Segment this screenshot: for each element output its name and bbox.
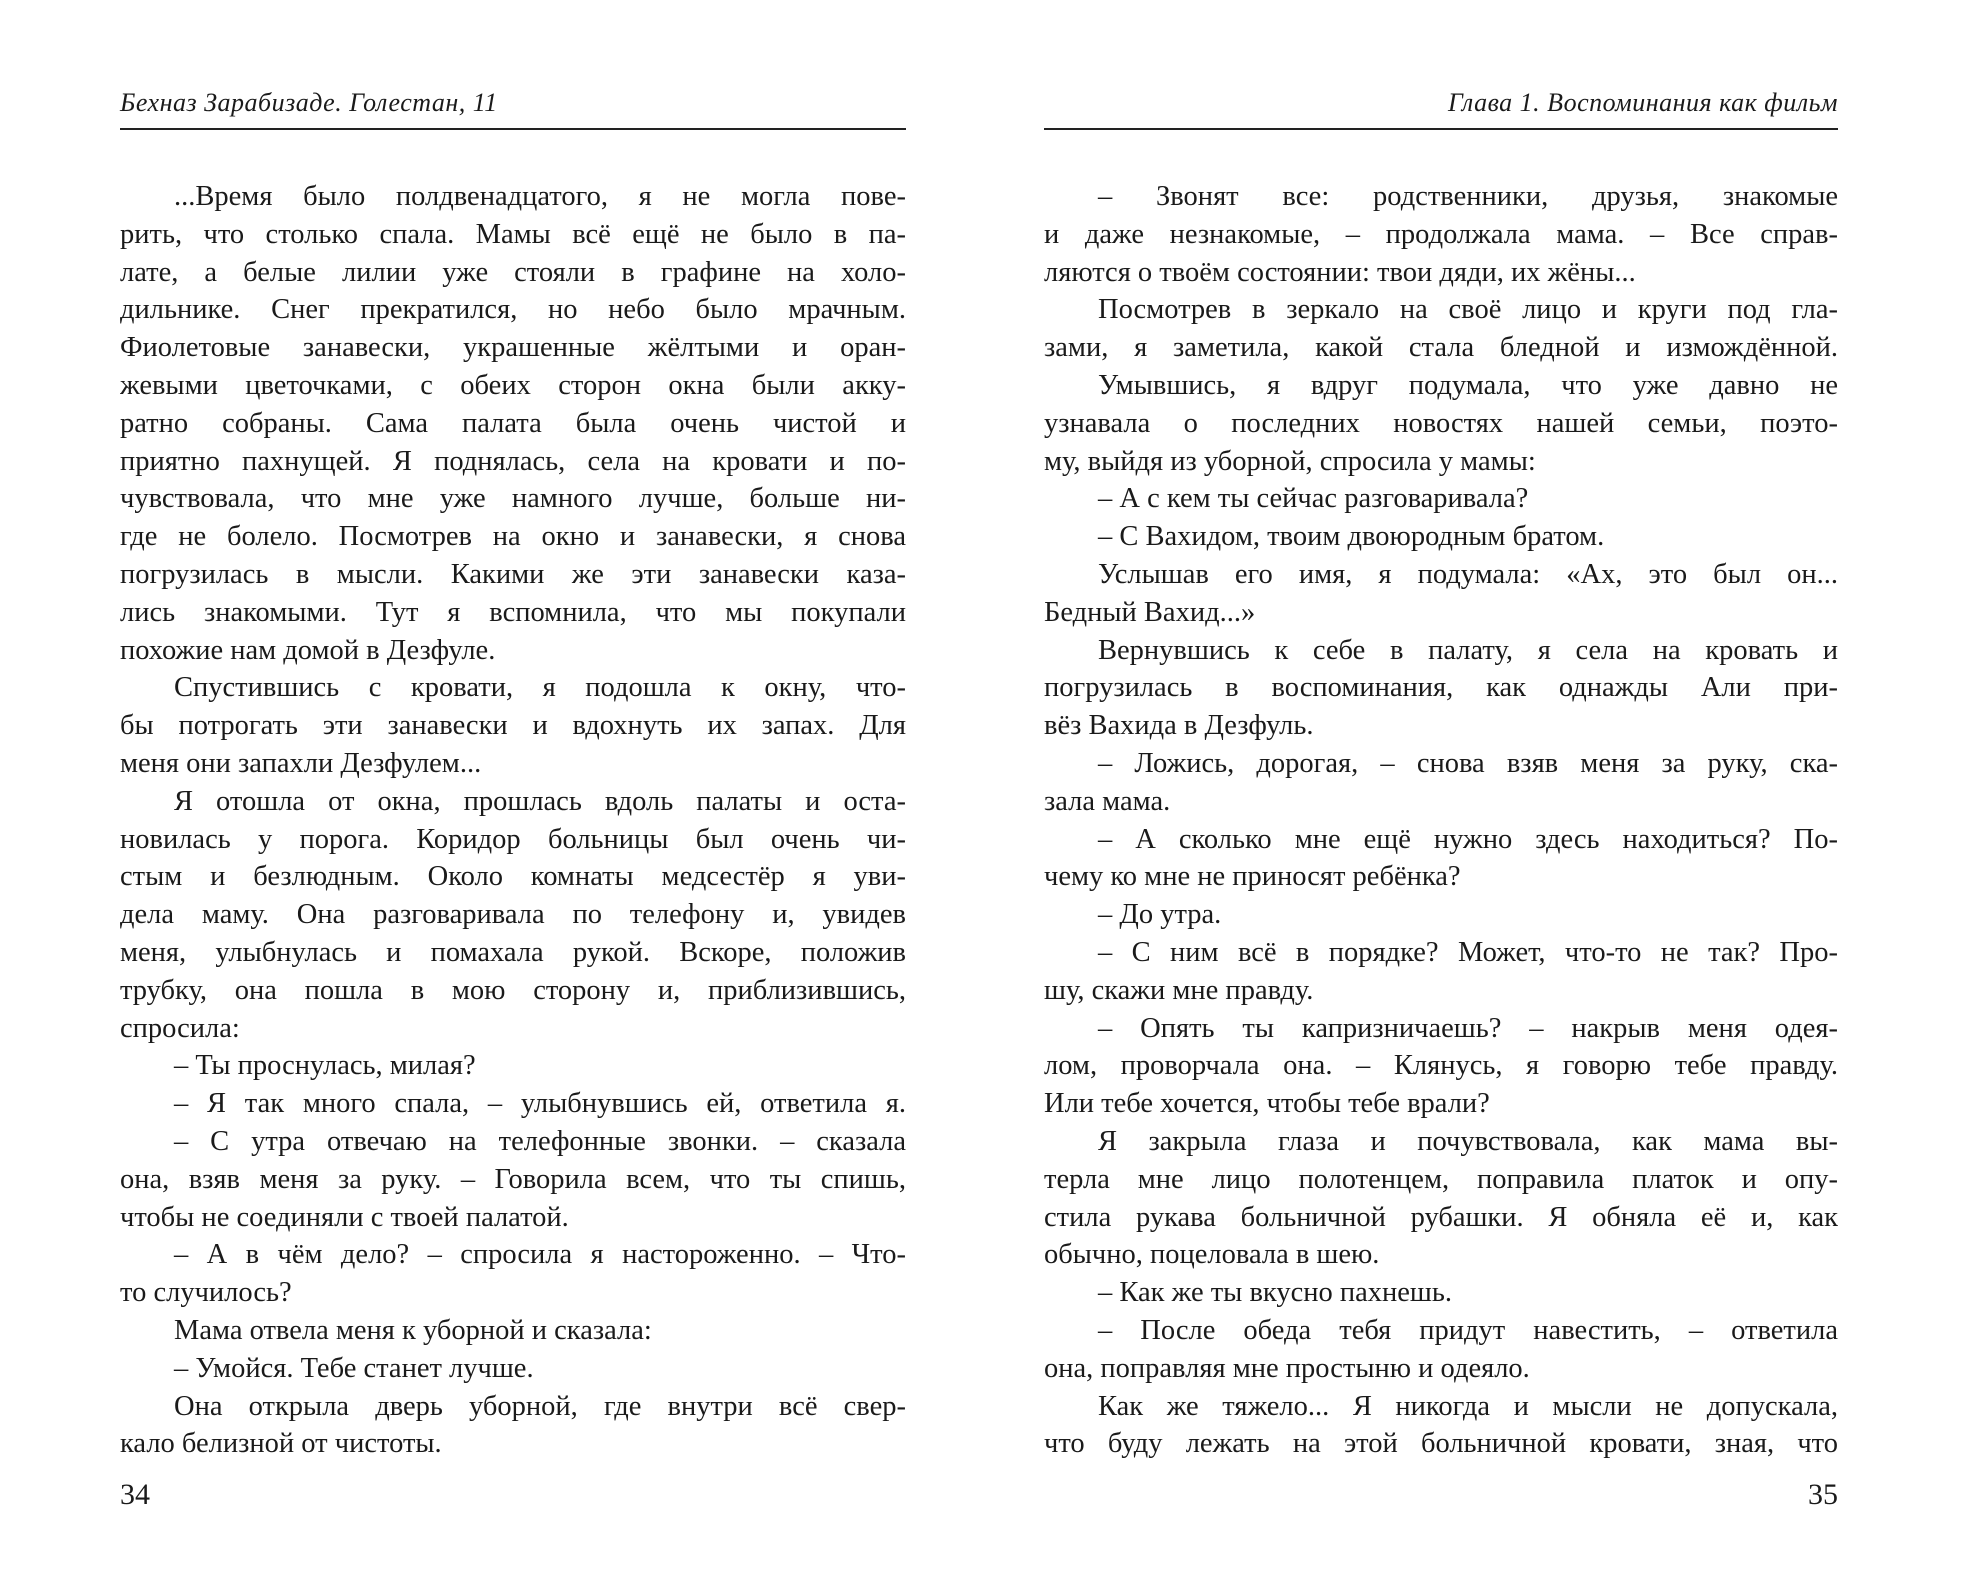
- text-line: что буду лежать на этой больничной кровати, зная, что: [1044, 1428, 1838, 1460]
- text-line: ляются о твоём состоянии: твои дяди, их жёны...: [1044, 256, 1636, 288]
- text-line: чему ко мне не приносят ребёнка?: [1044, 861, 1461, 893]
- text-line: Умывшись, я вдруг подумала, что уже давно не: [1098, 369, 1838, 401]
- text-line: Как же тяжело... Я никогда и мысли не допускала,: [1098, 1390, 1838, 1422]
- left-page: [120, 0, 906, 1576]
- text-line: рить, что столько спала. Мамы всё ещё не было в па-: [120, 218, 906, 250]
- text-line: – Звонят все: родственники, друзья, знакомые: [1098, 181, 1838, 212]
- text-line: кало белизной от чистоты.: [120, 1428, 442, 1460]
- text-line: дильнике. Снег прекратился, но небо было мрачным.: [120, 294, 906, 326]
- left-running-head: Бехназ Зарабизаде. Голестан, 11: [120, 88, 906, 130]
- text-line: Мама отвела меня к уборной и сказала:: [174, 1314, 652, 1346]
- text-line: шу, скажи мне правду.: [1044, 974, 1314, 1006]
- text-line: бы потрогать эти занавески и вдохнуть их запах. Для: [120, 710, 906, 742]
- text-line: жевыми цветочками, с обеих сторон окна были акку-: [120, 369, 906, 401]
- text-line: меня они запахли Дезфулем...: [120, 747, 482, 779]
- text-line: приятно пахнущей. Я поднялась, села на кровати и по-: [120, 445, 906, 477]
- text-line: – Умойся. Тебе станет лучше.: [174, 1352, 534, 1384]
- text-line: погрузилась в воспоминания, как однажды Али при-: [1044, 672, 1838, 704]
- text-line: похожие нам домой в Дезфуле.: [120, 634, 496, 666]
- text-line: Она открыла дверь уборной, где внутри всё свер-: [174, 1390, 906, 1422]
- text-line: Я отошла от окна, прошлась вдоль палаты и оста-: [174, 785, 906, 817]
- text-line: стым и безлюдным. Около комнаты медсестёр я уви-: [120, 861, 906, 893]
- text-line: – А в чём дело? – спросила я настороженно. – Что-: [174, 1239, 906, 1271]
- right-running-head: Глава 1. Воспоминания как фильм: [1044, 88, 1838, 130]
- left-page-number: 34: [120, 1478, 150, 1511]
- text-line: терла мне лицо полотенцем, поправила платок и опу-: [1044, 1163, 1838, 1195]
- text-line: трубку, она пошла в мою сторону и, приблизившись,: [120, 974, 906, 1006]
- text-line: му, выйдя из уборной, спросила у мамы:: [1044, 445, 1536, 477]
- text-line: дела маму. Она разговаривала по телефону и, увидев: [120, 899, 906, 931]
- text-line: стила рукава больничной рубашки. Я обняла её и, как: [1044, 1201, 1838, 1233]
- text-line: Или тебе хочется, чтобы тебе врали?: [1044, 1088, 1490, 1120]
- right-body-text: [1044, 178, 1838, 1463]
- text-line: то случилось?: [120, 1277, 292, 1309]
- text-line: вёз Вахида в Дезфуль.: [1044, 710, 1314, 742]
- text-line: и даже незнакомые, – продолжала мама. – Все справ-: [1044, 218, 1838, 250]
- text-line: обычно, поцеловала в шею.: [1044, 1239, 1380, 1271]
- text-line: Я закрыла глаза и почувствовала, как мама вы-: [1098, 1125, 1838, 1157]
- text-line: – А с кем ты сейчас разговаривала?: [1098, 483, 1529, 515]
- text-line: – Ты проснулась, милая?: [174, 1050, 476, 1082]
- text-line: – Я так много спала, – улыбнувшись ей, ответила я.: [174, 1088, 906, 1120]
- text-line: Фиолетовые занавески, украшенные жёлтыми и оран-: [120, 332, 906, 364]
- text-line: зала мама.: [1044, 785, 1171, 817]
- text-line: – А сколько мне ещё нужно здесь находиться? По-: [1098, 823, 1838, 855]
- text-line: зами, я заметила, какой стала бледной и измождённой.: [1044, 332, 1838, 364]
- text-line: – До утра.: [1098, 899, 1222, 931]
- text-line: она, взяв меня за руку. – Говорила всем, что ты спишь,: [120, 1163, 906, 1195]
- right-page-number: 35: [1808, 1478, 1838, 1511]
- text-line: лом, проворчала она. – Клянусь, я говорю тебе правду.: [1044, 1050, 1838, 1082]
- text-line: чувствовала, что мне уже намного лучше, больше ни-: [120, 483, 906, 515]
- text-line: ратно собраны. Сама палата была очень чистой и: [120, 407, 906, 439]
- text-line: спросила:: [120, 1012, 240, 1044]
- text-line: меня, улыбнулась и помахала рукой. Вскоре, положив: [120, 936, 906, 968]
- left-body-text: [120, 178, 906, 1463]
- text-line: Услышав его имя, я подумала: «Ах, это был он...: [1098, 558, 1838, 590]
- text-line: она, поправляя мне простыню и одеяло.: [1044, 1352, 1530, 1384]
- text-line: Спустившись с кровати, я подошла к окну, что-: [174, 672, 906, 704]
- text-line: – С Вахидом, твоим двоюродным братом.: [1098, 521, 1605, 553]
- text-line: – С ним всё в порядке? Может, что-то не так? Про-: [1098, 936, 1838, 968]
- text-line: ...Время было полдвенадцатого, я не могла пове-: [174, 181, 906, 212]
- text-line: новилась у порога. Коридор больницы был очень чи-: [120, 823, 906, 855]
- text-line: – После обеда тебя придут навестить, – ответила: [1098, 1314, 1838, 1346]
- text-line: Вернувшись к себе в палату, я села на кровать и: [1098, 634, 1838, 666]
- text-line: – Как же ты вкусно пахнешь.: [1098, 1277, 1452, 1309]
- text-line: лись знакомыми. Тут я вспомнила, что мы покупали: [120, 596, 906, 628]
- text-line: лате, а белые лилии уже стояли в графине на холо-: [120, 256, 906, 288]
- text-line: – Опять ты капризничаешь? – накрыв меня одея-: [1098, 1012, 1838, 1044]
- text-line: чтобы не соединяли с твоей палатой.: [120, 1201, 569, 1233]
- text-line: – Ложись, дорогая, – снова взяв меня за руку, ска-: [1098, 747, 1838, 779]
- text-line: Посмотрев в зеркало на своё лицо и круги под гла-: [1098, 294, 1838, 326]
- text-line: где не болело. Посмотрев на окно и занавески, я снова: [120, 521, 906, 553]
- text-line: – С утра отвечаю на телефонные звонки. – сказала: [174, 1125, 906, 1157]
- right-page: [1044, 0, 1838, 1576]
- text-line: Бедный Вахид...»: [1044, 596, 1256, 628]
- text-line: узнавала о последних новостях нашей семьи, поэто-: [1044, 407, 1838, 439]
- text-line: погрузилась в мысли. Какими же эти занавески каза-: [120, 558, 906, 590]
